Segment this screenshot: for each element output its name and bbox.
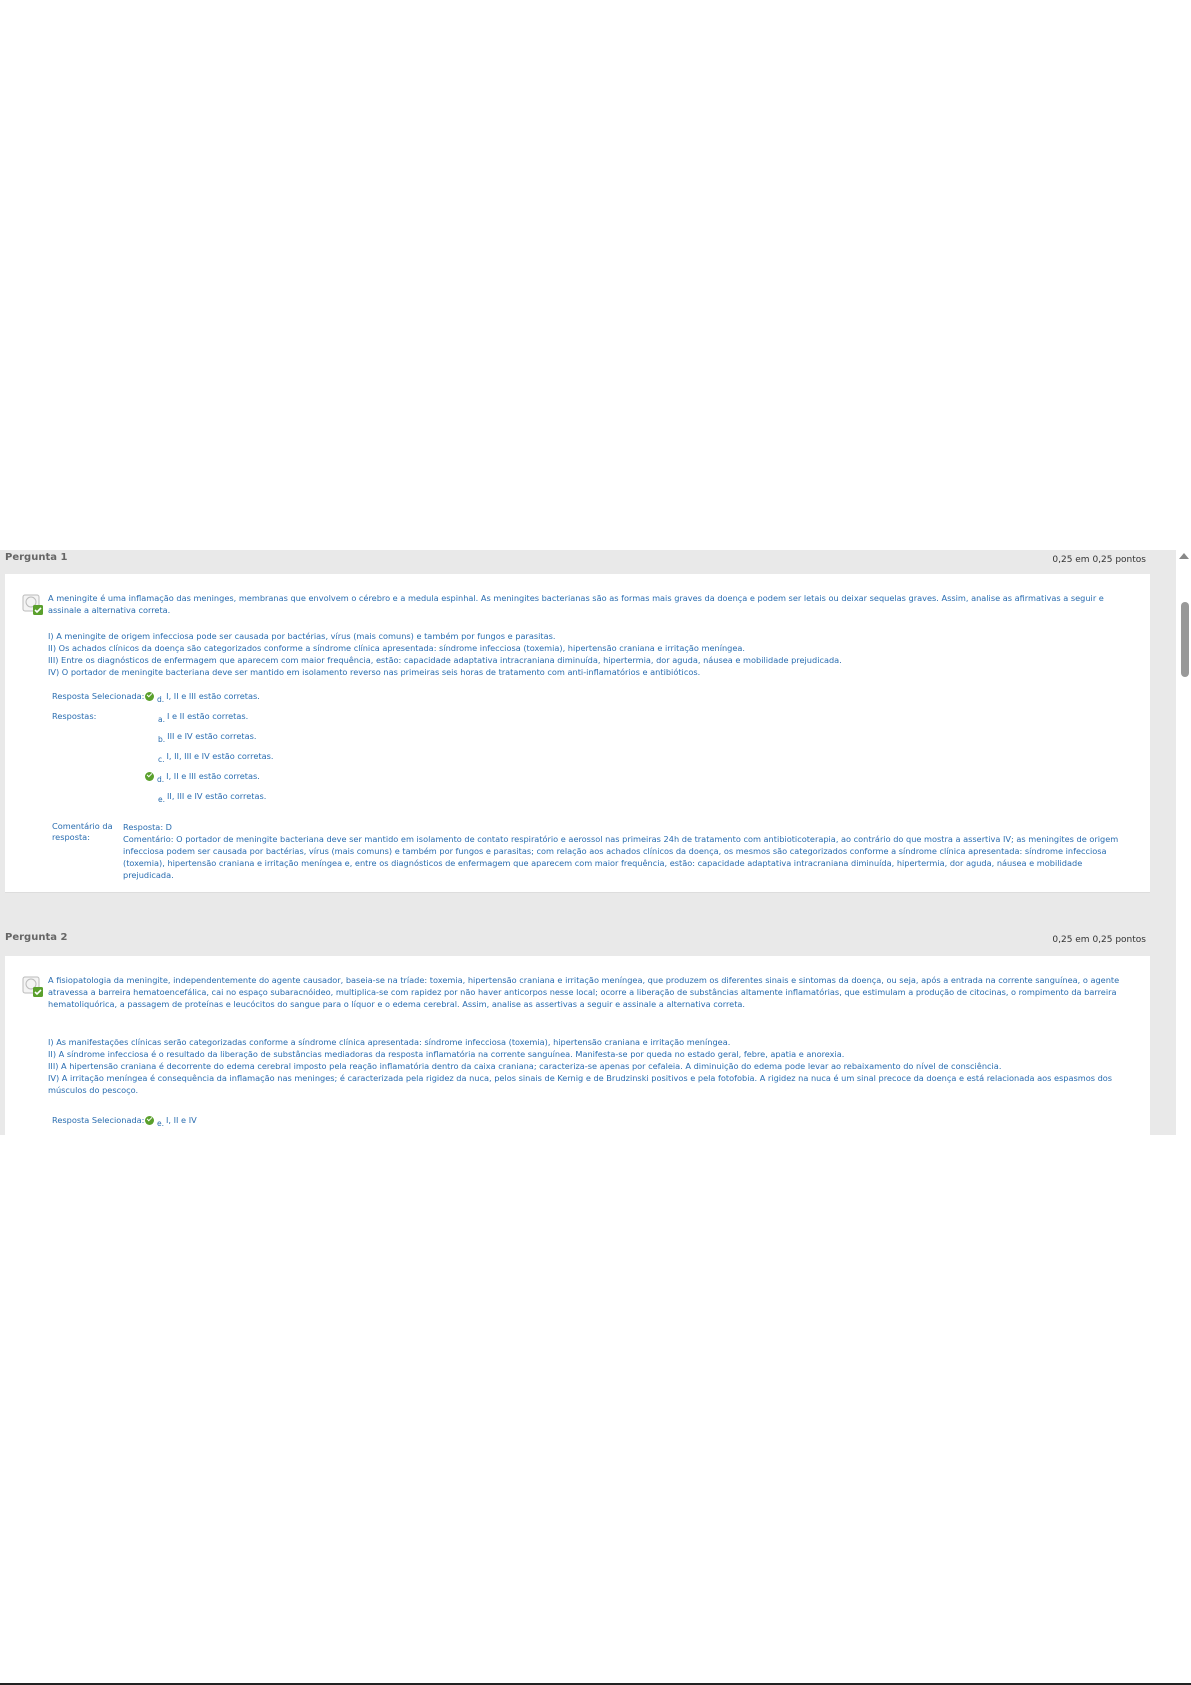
question-1-header: [0, 550, 1170, 574]
scrollbar-thumb[interactable]: [1181, 602, 1189, 677]
answer-text: I, II e IV: [166, 1115, 197, 1125]
comment-body: Comentário: O portador de meningite bacteriana deve ser mantido em isolamento de contato respiratório e aerossol nas primeiras 24h de tratamento com antibioticoterapia, ao contrário do que mostra a assertiva IV; as meningites de origem infecciosa podem ser causada por bactérias, vírus (mais comuns) e também por fungos e parasitas; com relação aos achados clínicos da doença, os mesmos são categorizados conforme a síndrome clínica apresentada: síndrome infecciosa (toxemia), hipertensão craniana e irritação meníngea e, entre os diagnósticos de enfermagem que aparecem com maior frequência, estão: capacidade adaptativa intracraniana diminuída, hipertermia, dor aguda, náusea e mobilidade prejudicada.: [123, 834, 1119, 880]
answer-letter: e.: [157, 1119, 164, 1128]
answer-text: I, II e III estão corretas.: [166, 771, 260, 781]
graded-correct-icon: [22, 594, 44, 616]
results-viewport: [0, 550, 1191, 1135]
selected-answer-label: Resposta Selecionada:: [52, 1115, 145, 1125]
check-circle-icon: [145, 1116, 154, 1125]
question-2-points: 0,25 em 0,25 pontos: [1052, 935, 1146, 945]
selected-answer: [145, 690, 260, 703]
comment-answer: Resposta: D: [123, 822, 172, 832]
statement: III) A hipertensão craniana é decorrente do edema cerebral imposto pela reação inflamatória dentro da caixa craniana; caracteriza-se apenas por cefaleia. A diminuição do edema pode levar ao rebaixamento do nível de consciência.: [48, 1061, 1002, 1071]
answer-letter: e.: [158, 795, 165, 804]
answer-text: III e IV estão corretas.: [167, 731, 257, 741]
answer-option-a: [158, 710, 248, 723]
answer-option-e: [158, 790, 266, 803]
answer-option-c: [158, 750, 273, 763]
answer-letter: b.: [158, 735, 166, 744]
selected-answer: [145, 1114, 197, 1127]
statement: III) Entre os diagnósticos de enfermagem que aparecem com maior frequência, estão: capacidade adaptativa intracraniana diminuída, hipertermia, dor aguda, náusea e mobilidade prejudicada.: [48, 655, 842, 665]
question-1-statements: [48, 630, 1128, 678]
question-2-header: [0, 922, 1170, 956]
results-content: [0, 550, 1170, 1135]
answer-letter: d.: [157, 695, 165, 704]
statement: IV) A irritação meníngea é consequência da inflamação nas meninges; é caracterizada pela rigidez da nuca, pelos sinais de Kernig e de Brudzinski positivos e pela fotofobia. A rigidez na nuca é um sinal precoce da doença e está relacionada aos espasmos dos músculos do pescoço.: [48, 1073, 1113, 1095]
vertical-scrollbar[interactable]: [1176, 550, 1191, 1135]
question-2-title: Pergunta 2: [5, 932, 68, 943]
selected-answer-label: Resposta Selecionada:: [52, 691, 145, 701]
statement: I) A meningite de origem infecciosa pode ser causada por bactérias, vírus (mais comuns) e também por fungos e parasitas.: [48, 631, 556, 641]
question-2-body: [5, 956, 1150, 1135]
statement: I) As manifestações clínicas serão categorizadas conforme a síndrome clínica apresentada: síndrome infecciosa (toxemia), hipertensão craniana e irritação meníngea.: [48, 1037, 731, 1047]
comment-text: [123, 821, 1133, 881]
statement: IV) O portador de meningite bacteriana deve ser mantido em isolamento reverso nas primeiras seis horas de tratamento com anti-inflamatórios e antibióticos.: [48, 667, 701, 677]
statement: II) Os achados clínicos da doença são categorizados conforme a síndrome clínica apresentada: síndrome infecciosa (toxemia), hipertensão craniana e irritação meníngea.: [48, 643, 746, 653]
question-1-body: [5, 574, 1150, 893]
arrow-up-icon[interactable]: [1179, 553, 1189, 559]
answer-text: I, II, III e IV estão corretas.: [166, 751, 274, 761]
comment-label: Comentário da resposta:: [52, 821, 113, 842]
question-2-text: A fisiopatologia da meningite, independentemente do agente causador, baseia-se na tríade: toxemia, hipertensão craniana e irritação meníngea, que produzem os diferentes sinais e sintomas da doença, ou seja, após a entrada na corrente sanguínea, o agente atravessa a barreira hematoencefálica, cai no espaço subaracnóideo, multiplica-se com rapidez por não haver anticorpos nesse local; ocorre a liberação de substâncias altamente inflamatórias, que estimulam a produção de citocinas, o rompimento da barreira hematoliquórica, a passagem de proteínas e leucócitos do sangue para o líquor e o edema cerebral. Assim, analise as assertivas a seguir e assinale a alternativa correta.: [48, 975, 1120, 1009]
question-2-statements: [48, 1036, 1138, 1096]
statement: II) A síndrome infecciosa é o resultado da liberação de substâncias mediadoras da resposta inflamatória na corrente sanguínea. Manifesta-se por queda no estado geral, febre, apatia e anorexia.: [48, 1049, 845, 1059]
answer-text: II, III e IV estão corretas.: [167, 791, 267, 801]
check-circle-icon: [145, 692, 154, 701]
check-circle-icon: [145, 772, 154, 781]
question-1-points: 0,25 em 0,25 pontos: [1052, 555, 1146, 565]
answer-text: I e II estão corretas.: [166, 711, 249, 721]
answer-letter: a.: [158, 715, 165, 724]
answer-option-d: [145, 770, 260, 783]
question-1-title: Pergunta 1: [5, 552, 68, 563]
graded-correct-icon: [22, 976, 44, 998]
answer-letter: d.: [157, 775, 165, 784]
answer-text: I, II e III estão corretas.: [166, 691, 260, 701]
answer-option-b: [158, 730, 256, 743]
question-separator: [0, 893, 1170, 922]
answers-label: Respostas:: [52, 711, 97, 721]
answer-letter: c.: [158, 755, 165, 764]
question-1-text: A meningite é uma inflamação das meninges, membranas que envolvem o cérebro e a medula espinhal. As meningites bacterianas são as formas mais graves da doença e podem ser letais ou deixar sequelas graves. Assim, analise as afirmativas a seguir e assinale a alternativa correta.: [48, 593, 1104, 615]
